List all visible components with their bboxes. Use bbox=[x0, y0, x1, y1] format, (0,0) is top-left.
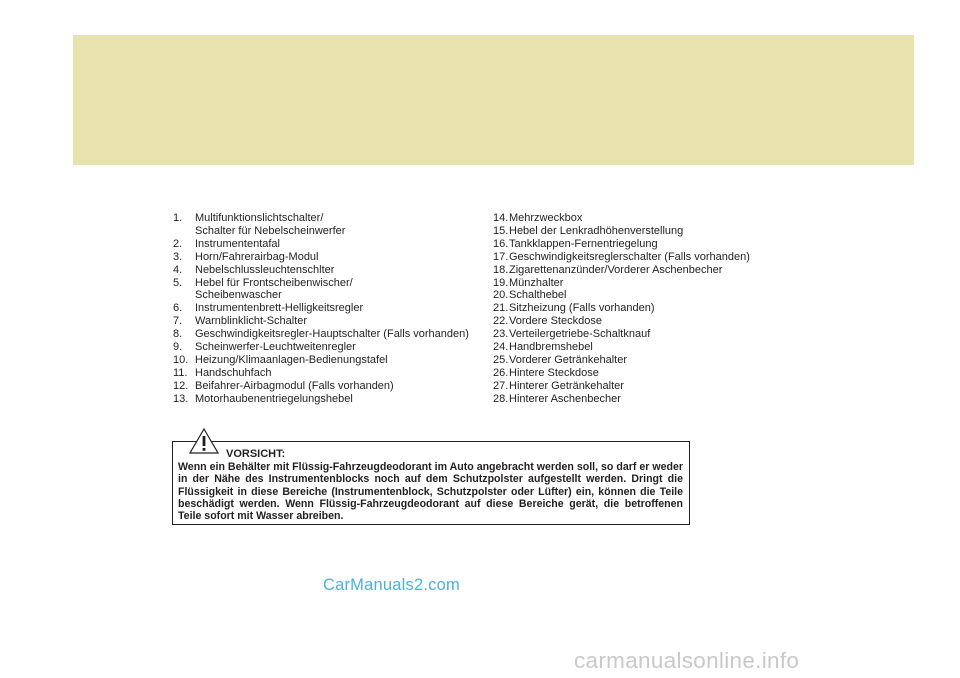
watermark-carmanuals2[interactable]: CarManuals2.com bbox=[323, 576, 460, 594]
list-item-line: Hinterer Getränkehalter bbox=[509, 379, 624, 392]
list-item-line: Schalter für Nebelscheinwerfer bbox=[195, 224, 346, 237]
list-item bbox=[173, 302, 473, 315]
list-item-label bbox=[509, 238, 658, 251]
list-item-number: 4. bbox=[173, 263, 183, 276]
list-item-label bbox=[509, 328, 650, 341]
list-item-label bbox=[195, 393, 353, 406]
watermark-carmanualsonline[interactable]: carmanualsonline.info bbox=[574, 648, 800, 673]
list-item-line: Hintere Steckdose bbox=[509, 366, 599, 379]
list-item-label bbox=[195, 212, 345, 238]
list-item-number: 21. bbox=[493, 302, 509, 315]
list-item-line: Vordere Steckdose bbox=[509, 315, 602, 328]
list-item-number: 1. bbox=[173, 212, 183, 224]
list-item-number: 20. bbox=[493, 289, 509, 302]
list-item-number: 9. bbox=[173, 341, 183, 354]
list-item-label bbox=[509, 302, 655, 315]
list-item-number: 28. bbox=[493, 392, 509, 405]
list-item-line: Horn/Fahrerairbag-Modul bbox=[195, 250, 319, 263]
list-item bbox=[173, 367, 473, 380]
list-item bbox=[493, 302, 773, 315]
list-item-line: Warnblinklicht-Schalter bbox=[195, 315, 308, 328]
list-item bbox=[173, 341, 473, 354]
component-list-right bbox=[493, 212, 773, 406]
list-item-number: 3. bbox=[173, 250, 183, 263]
list-item bbox=[173, 238, 473, 251]
list-item bbox=[493, 212, 773, 225]
caution-box bbox=[172, 441, 690, 525]
list-item-label bbox=[195, 264, 334, 277]
list-item-number: 12. bbox=[173, 379, 189, 392]
list-item-label bbox=[509, 367, 599, 380]
list-item-number: 15. bbox=[493, 224, 509, 237]
list-item-label bbox=[509, 277, 563, 290]
list-item-line: Motorhaubenentriegelungshebel bbox=[195, 392, 353, 405]
list-item bbox=[173, 328, 473, 341]
warning-triangle-icon bbox=[189, 428, 219, 454]
list-item-line: Multifunktionslichtschalter/ bbox=[195, 212, 324, 224]
list-item-number: 22. bbox=[493, 315, 509, 328]
list-item-number: 27. bbox=[493, 379, 509, 392]
list-item-line: Heizung/Klimaanlagen-Bedienungstafel bbox=[195, 353, 388, 366]
list-item-label bbox=[195, 238, 280, 251]
list-item-number: 6. bbox=[173, 302, 183, 315]
list-item-label bbox=[509, 212, 582, 225]
list-item-line: Verteilergetriebe-Schaltknauf bbox=[509, 328, 651, 341]
list-item bbox=[173, 264, 473, 277]
caution-title: VORSICHT: bbox=[226, 448, 286, 460]
list-item-line: Schalthebel bbox=[509, 289, 567, 302]
list-item bbox=[173, 315, 473, 328]
list-item bbox=[173, 212, 473, 238]
list-item-line: Nebelschlussleuchtenschlter bbox=[195, 263, 335, 276]
list-item-label bbox=[195, 354, 388, 367]
list-item-line: Hebel für Frontscheibenwischer/ bbox=[195, 276, 353, 289]
list-item bbox=[493, 393, 773, 406]
list-item-number: 18. bbox=[493, 263, 509, 276]
list-item-line: Instrumentenbrett-Helligkeitsregler bbox=[195, 302, 364, 315]
list-item-line: Mehrzweckbox bbox=[509, 212, 583, 224]
header-banner bbox=[73, 35, 914, 165]
list-item bbox=[173, 380, 473, 393]
list-item-number: 16. bbox=[493, 237, 509, 250]
list-item-number: 13. bbox=[173, 392, 189, 405]
list-item-number: 2. bbox=[173, 237, 183, 250]
list-item-number: 25. bbox=[493, 353, 509, 366]
list-item bbox=[493, 225, 773, 238]
list-item-number: 23. bbox=[493, 328, 509, 341]
list-item-line: Beifahrer-Airbagmodul (Falls vorhanden) bbox=[195, 379, 394, 392]
list-item-label bbox=[509, 354, 627, 367]
list-item-number: 17. bbox=[493, 250, 509, 263]
list-item-number: 7. bbox=[173, 315, 183, 328]
list-item-label bbox=[509, 393, 621, 406]
component-list-left bbox=[173, 212, 473, 406]
list-item bbox=[493, 315, 773, 328]
list-item-label bbox=[509, 341, 593, 354]
list-item-number: 26. bbox=[493, 366, 509, 379]
list-item-label bbox=[509, 380, 624, 393]
list-item bbox=[493, 277, 773, 290]
list-item-line: Hebel der Lenkradhöhenverstellung bbox=[509, 224, 684, 237]
list-item-label bbox=[509, 225, 683, 238]
list-item bbox=[493, 380, 773, 393]
list-item bbox=[173, 393, 473, 406]
list-item-line: Hinterer Aschenbecher bbox=[509, 392, 621, 405]
list-item-line: Scheinwerfer-Leuchtweitenregler bbox=[195, 341, 356, 354]
list-item-line: Münzhalter bbox=[509, 276, 564, 289]
list-item-number: 5. bbox=[173, 276, 183, 289]
list-item-label bbox=[195, 367, 271, 380]
list-item bbox=[493, 289, 773, 302]
list-item bbox=[493, 238, 773, 251]
list-item bbox=[493, 264, 773, 277]
list-item-label bbox=[509, 264, 722, 277]
list-item bbox=[493, 251, 773, 264]
list-item-number: 8. bbox=[173, 328, 183, 341]
list-item-line: Scheibenwascher bbox=[195, 289, 282, 302]
list-item-label bbox=[195, 380, 394, 393]
list-item-label bbox=[195, 277, 353, 303]
list-item-label bbox=[195, 251, 319, 264]
list-item bbox=[173, 251, 473, 264]
list-item-label bbox=[509, 315, 602, 328]
list-item bbox=[173, 277, 473, 303]
list-item-label bbox=[195, 341, 356, 354]
list-item-line: Instrumententafal bbox=[195, 237, 280, 250]
list-item-line: Tankklappen-Fernentriegelung bbox=[509, 237, 658, 250]
list-item-line: Geschwindigkeitsreglerschalter (Falls vorhanden) bbox=[509, 250, 750, 263]
list-item bbox=[493, 328, 773, 341]
caution-text: Wenn ein Behälter mit Flüssig-Fahrzeugdeodorant im Auto angebracht werden soll, so darf er weder in der Nähe des Instrumentenblocks noch auf dem Schutzpolster aufgestellt werden. Dringt die Flüssigkeit in diese Bereiche (Instrumentenblock, Schutzpolster oder Lüfter) ein, können die Teile beschädigt werden. Wenn Flüssig-Fahrzeugdeodorant auf diese Bereiche gerät, die betroffenen Teile sofort mit Wasser abreiben. bbox=[178, 461, 683, 523]
list-item bbox=[493, 341, 773, 354]
list-item-label bbox=[195, 328, 469, 341]
list-item-number: 11. bbox=[173, 366, 188, 379]
list-item-line: Zigarettenanzünder/Vorderer Aschenbecher bbox=[509, 263, 723, 276]
list-item-line: Handschuhfach bbox=[195, 366, 272, 379]
list-item-number: 19. bbox=[493, 276, 509, 289]
list-item-number: 14. bbox=[493, 212, 509, 224]
list-item-label bbox=[509, 251, 750, 264]
list-item-line: Vorderer Getränkehalter bbox=[509, 353, 628, 366]
list-item bbox=[493, 367, 773, 380]
list-item-label bbox=[195, 302, 363, 315]
list-item-label bbox=[509, 289, 567, 302]
list-item-number: 10. bbox=[173, 353, 189, 366]
list-item bbox=[173, 354, 473, 367]
list-item-number: 24. bbox=[493, 341, 509, 354]
list-item-line: Geschwindigkeitsregler-Hauptschalter (Falls vorhanden) bbox=[195, 328, 469, 341]
list-item-line: Sitzheizung (Falls vorhanden) bbox=[509, 302, 655, 315]
list-item-line: Handbremshebel bbox=[509, 341, 593, 354]
list-item-label bbox=[195, 315, 307, 328]
list-item bbox=[493, 354, 773, 367]
